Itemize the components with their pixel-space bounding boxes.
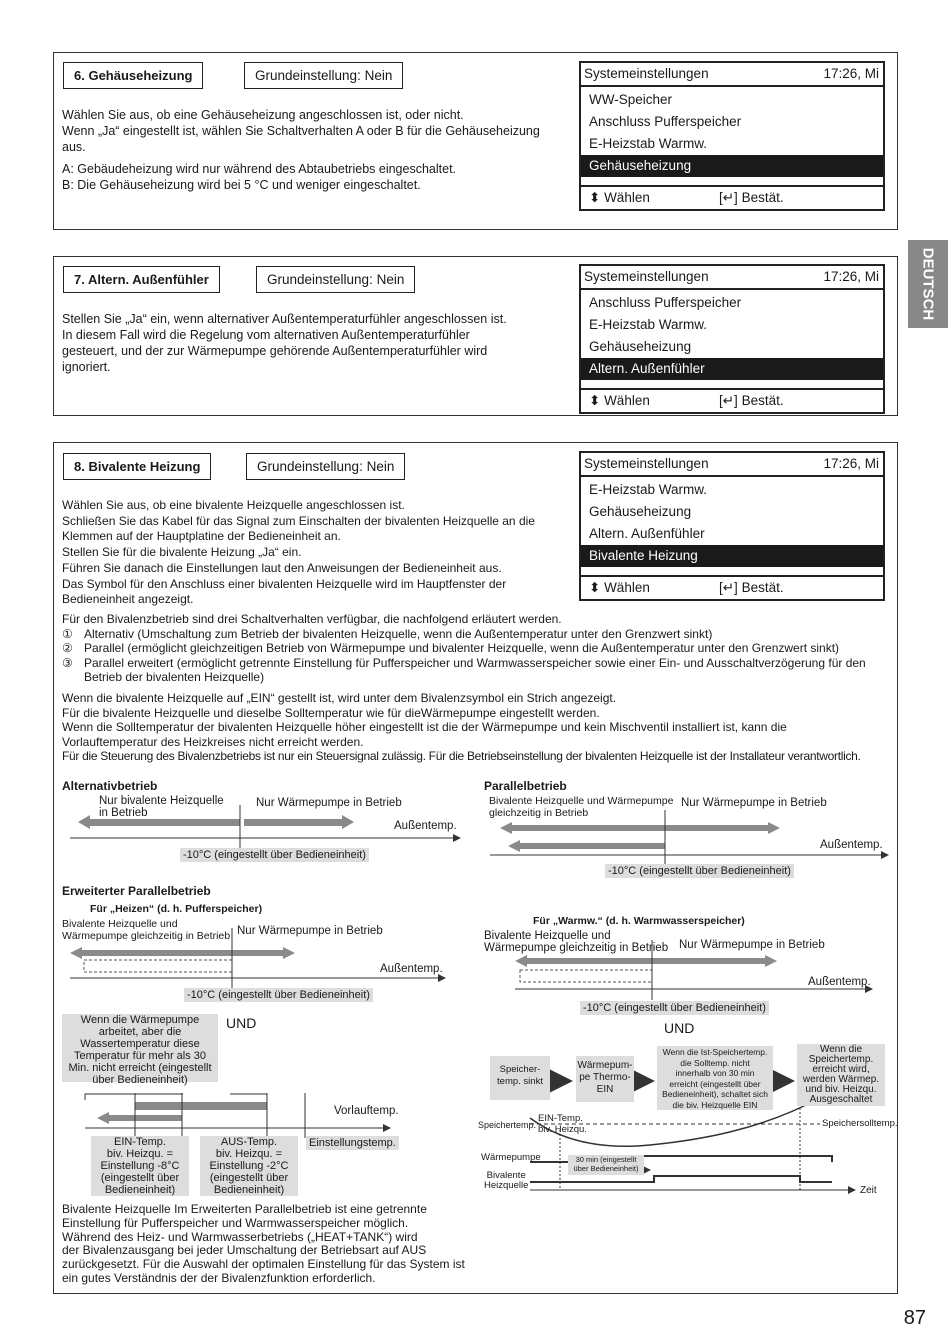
threshold-label: -10°C (eingestellt über Bedieneinheit) [184,988,373,1002]
und-label: UND [664,1020,695,1036]
flow-box-3: Wenn die Ist-Speichertemp. die Solltemp. nicht innerhalb von 30 min erreicht (eingestellt über Bedieneinheit), schaltet sich die biv. Heizquelle EIN [657,1046,773,1110]
par-title: Parallelbetrieb [484,779,567,793]
enter-icon: [↵] Bestät. [719,580,784,595]
section-8-default: Grundeinstellung: Nein [246,453,405,480]
flow-box-1: Speicher- temp. sinkt [490,1056,550,1100]
und-label: UND [226,1015,257,1031]
menu-item[interactable]: Anschluss Pufferspeicher [589,114,742,129]
bar-hp-dhw [515,955,777,967]
threshold-label: -10°C (eingestellt über Bedieneinheit) [180,848,369,862]
alt-title: Alternativbetrieb [62,779,158,793]
dhw-title: Für „Warmw.“ (d. h. Warmwasserspeicher) [533,915,745,927]
menu-item[interactable]: E-Heizstab Warmw. [589,136,708,151]
alt-left-label: Nur bivalente Heizquelle in Betrieb [99,795,224,819]
menu-item-selected[interactable]: Altern. Außenfühler [581,358,883,380]
on-temp-box: EIN-Temp. biv. Heizqu. = Einstellung -8°C (eingestellt über Bedieneinheit) [91,1136,189,1196]
language-tab: DEUTSCH [908,240,948,328]
condition-box: Wenn die Wärmepumpe arbeitet, aber die Wassertemperatur diese Temperatur für mehr als 30 Min. nicht erreicht (eingestellt über Bedieneinheit) [62,1014,218,1082]
flow-box-4: Wenn die Speichertemp. erreicht wird, werden Wärmep. und biv. Heizqu. Ausgeschaltet [797,1044,885,1106]
set-temp-label: Einstellungstemp. [306,1136,399,1150]
lcd-menu-8: Systemeinstellungen 17:26, Mi E-Heizstab Warmw. Gehäuseheizung Altern. Außenfühler Bivalente Heizung ⬍ Wählen [↵] Bestät. [579,451,885,601]
section-8-tag: 8. Bivalente Heizung [63,453,211,480]
biv-source-label: Bivalente Heizquelle [484,1170,529,1191]
lcd-menu-7: Systemeinstellungen 17:26, Mi Anschluss Pufferspeicher E-Heizstab Warmw. Gehäuseheizung Altern. Außenfühler ⬍ Wählen [↵] Bestät. [579,264,885,414]
lcd-menu-6: Systemeinstellungen 17:26, Mi WW-Speicher Anschluss Pufferspeicher E-Heizstab Warmw. Gehäuseheizung ⬍ Wählen [↵] Bestät. [579,61,885,211]
menu-item[interactable]: E-Heizstab Warmw. [589,482,708,497]
bar-flow-2 [97,1112,182,1124]
on-temp-label: EIN-Temp. biv. Heizqu. [538,1113,587,1135]
threshold-label: -10°C (eingestellt über Bedieneinheit) [605,864,794,878]
tank-set-label: Speichersolltemp. [822,1118,898,1129]
flow-temp-label: Vorlauftemp. [334,1105,399,1117]
bar-hp-heat [70,947,295,959]
outdoor-temp-label: Außentemp. [808,976,871,988]
outdoor-temp-label: Außentemp. [820,839,883,851]
page-number: 87 [903,1307,926,1329]
bar-hp-par [500,822,780,834]
heatpump-label: Wärmepumpe [481,1152,541,1163]
flow-box-2: Wärmepum- pe Thermo- EIN [576,1056,634,1102]
menu-item[interactable]: Anschluss Pufferspeicher [589,295,742,310]
section-7-text: Stellen Sie „Ja“ ein, wenn alternativer Außentemperaturfühler angeschlossen ist. In diesem Fall wird die Regelung vom alternativen Außentemperaturfühler gesteuert, und der zur Wärmepumpe gehörende Außentemperaturfühler wird ignoriert. [62,312,507,374]
dhw-right-label: Nur Wärmepumpe in Betrieb [679,939,825,951]
menu-item-selected[interactable]: Bivalente Heizung [581,545,883,567]
outdoor-temp-label: Außentemp. [380,963,443,975]
outdoor-temp-label: Außentemp. [394,820,457,832]
section-6-tag: 6. Gehäuseheizung [63,62,203,89]
dhw-left-label: Bivalente Heizquelle und Wärmepumpe gleichzeitig in Betrieb [484,930,669,954]
off-temp-box: AUS-Temp. biv. Heizqu. = Einstellung -2°C (eingestellt über Bedieneinheit) [200,1136,298,1196]
heat-left-label: Bivalente Heizquelle und Wärmepumpe gleichzeitig in Betrieb [62,918,231,942]
bar-flow-1 [135,1102,267,1110]
bottom-text: Bivalente Heizquelle Im Erweiterten Parallelbetrieb ist eine getrennte Einstellung für Pufferspeicher und Warmwasserspeicher möglich. Während des Heiz- und Warmwasserbetriebs („HEAT+TANK“) wird der Bivalenzausgang bei jeder Umschaltung der Betriebsart auf AUS zurückgesetzt. Für die Auswahl der optimalen Einstellung für das System ist ein gutes Verständnis der der Bivalenzfunktion erforderlich. [62,1202,465,1285]
heat-title: Für „Heizen“ (d. h. Pufferspeicher) [90,903,263,915]
threshold-label: -10°C (eingestellt über Bedieneinheit) [580,1001,769,1015]
alt-right-label: Nur Wärmepumpe in Betrieb [256,797,402,809]
section-7-default: Grundeinstellung: Nein [256,266,415,293]
bar-hp-only [244,815,354,829]
updown-icon: ⬍ Wählen [589,393,650,408]
menu-item[interactable]: Altern. Außenfühler [589,526,705,541]
updown-icon: ⬍ Wählen [589,190,650,205]
menu-item-selected[interactable]: Gehäuseheizung [581,155,883,177]
section-6-default: Grundeinstellung: Nein [244,62,403,89]
tank-temp-label: Speichertemp. [478,1120,537,1130]
enter-icon: [↵] Bestät. [719,190,784,205]
modes-text: Für den Bivalenzbetrieb sind drei Schaltverhalten verfügbar, die nachfolgend erläutert werden. ① Alternativ (Umschaltung zum Betrieb der bivalenten Heizquelle, wenn die Außentemperatur unter den Grenzwert sinkt) ② Parallel (ermöglicht gleichzeitigen Betrieb von Wärmepumpe und bivalenter Heizquelle, wenn die Außentemperatur unter den Grenzwert sinkt) ③ Parallel erweitert (ermöglicht getrennte Einstellung für Pufferspeicher und Warmwasserspeicher sowie einer Ein- und Ausschaltverzögerung für den Betrieb der bivalenten Heizquelle) Wenn die bivalente Heizquelle auf „EIN“ gestellt ist, wird unter dem Bivalenzsymbol ein Strich angezeigt. Für die bivalente Heizquelle und dieselbe Solltemperatur wie für dieWärmepumpe eingestellt werden. Wenn die Solltemperatur der bivalenten Heizquelle höher eingestellt ist die der Wärmepumpe und kein Mischventil installiert ist, kann die Vorlauftemperatur des Heizkreises nicht erreicht werden. Für die Steuerung des Bivalenzbetriebs ist nur ein Steuersignal zulässig. Für die Betriebseinstellung der bivalenten Heizquelle ist der Installateur verantwortlich. [62,612,866,764]
section-8-text: Wählen Sie aus, ob eine bivalente Heizquelle angeschlossen ist. Schließen Sie das Kabel für das Signal zum Einschalten der bivalenten Heizquelle an die Klemmen auf der Hauptplatine der Bedieneinheit an. Stellen Sie für die bivalente Heizung „Ja“ ein. Führen Sie danach die Einstellungen laut den Anweisungen der Bedieneinheit aus. Das Symbol für den Anschluss einer bivalenten Heizquelle wird im Hauptfenster der Bedieneinheit angezeigt. [62,498,535,607]
heat-right-label: Nur Wärmepumpe in Betrieb [237,925,383,937]
menu-item[interactable]: Gehäuseheizung [589,504,692,519]
menu-item[interactable]: E-Heizstab Warmw. [589,317,708,332]
updown-icon: ⬍ Wählen [589,580,650,595]
menu-item[interactable]: Gehäuseheizung [589,339,692,354]
par-right-label: Nur Wärmepumpe in Betrieb [681,797,827,809]
ext-title: Erweiterter Parallelbetrieb [62,884,211,898]
menu-item[interactable]: WW-Speicher [589,92,673,107]
bar-biv-par [508,840,665,852]
section-7-tag: 7. Altern. Außenfühler [63,266,220,293]
section-6-text: Wählen Sie aus, ob eine Gehäuseheizung angeschlossen ist, oder nicht. Wenn „Ja“ eingestellt ist, wählen Sie Schaltverhalten A oder B für die Gehäuseheizung aus. A: Gebäudeheizung wird nur während des Abtaubetriebs eingeschaltet. B: Die Gehäuseheizung wird bei 5 °C und weniger eingeschaltet. [62,108,540,192]
time-label: Zeit [860,1185,877,1196]
enter-icon: [↵] Bestät. [719,393,784,408]
par-left-label: Bivalente Heizquelle und Wärmepumpe gleichzeitig in Betrieb [489,795,674,819]
min30-label: 30 min (eingestellt über Bedieneinheit) [568,1155,644,1175]
